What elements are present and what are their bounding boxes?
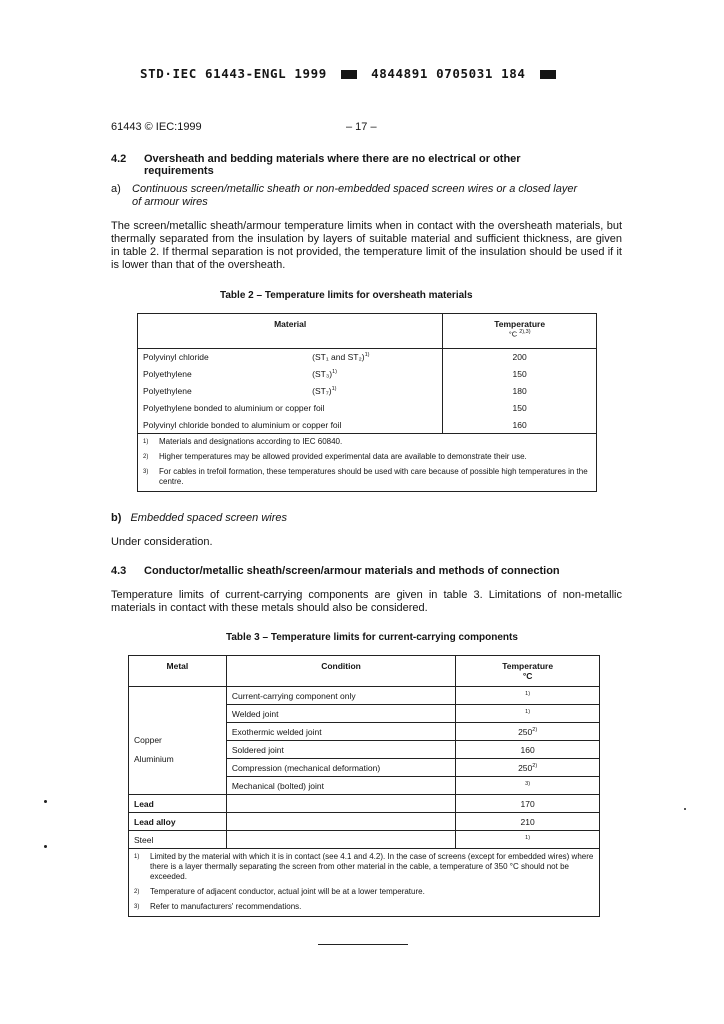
- cell-condition: Compression (mechanical deformation): [226, 759, 455, 777]
- paragraph-4-2: The screen/metallic sheath/armour temperature limits when in contact with the oversheath materials, but thermally separated from the insulation by layers of suitable material and sufficient thickness, are given in table 2. If thermal separation is not provided, the temperature limit of the insulation should be used if it is lower than that of the oversheath.: [111, 220, 622, 271]
- item-a-line: Continuous screen/metallic sheath or non-embedded spaced screen wires or a closed layer: [132, 183, 578, 195]
- table-row: [129, 831, 600, 849]
- item-label: b): [111, 512, 122, 524]
- temperature-value: 170: [520, 798, 535, 809]
- table-3-header-temperature: [456, 656, 600, 687]
- section-number: 4.3: [111, 565, 127, 577]
- section-title-line: Oversheath and bedding materials where there are no electrical or other: [144, 153, 521, 165]
- footnote-text: Materials and designations according to IEC 60840.: [159, 437, 343, 446]
- designation-sup: 1): [364, 352, 370, 359]
- document-code: [140, 66, 562, 81]
- table-row: [138, 366, 597, 383]
- table-row: [138, 383, 597, 400]
- footnote-mark: 3): [134, 904, 140, 910]
- temperature-sup: 1): [525, 690, 531, 697]
- table-3-header-condition: Condition: [226, 656, 455, 687]
- temperature-sup: 2): [532, 726, 538, 733]
- designation-sup: 1): [332, 369, 337, 376]
- header-temperature-label: Temperature: [502, 661, 554, 671]
- footnote-text: Refer to manufacturers' recommendations.: [150, 902, 302, 911]
- cell-temperature: [456, 813, 600, 831]
- cell-temperature: 150: [443, 366, 597, 383]
- table-row: [138, 349, 597, 366]
- cell-condition: Soldered joint: [226, 741, 455, 759]
- cell-metal: Lead alloy: [129, 813, 227, 831]
- table-3-header-metal: Metal: [129, 656, 227, 687]
- item-b-text: Embedded spaced screen wires: [130, 512, 287, 524]
- item-label: a): [111, 183, 121, 195]
- temperature-value: 250: [518, 726, 533, 737]
- item-a: [111, 183, 621, 209]
- table-row: [129, 813, 600, 831]
- cell-metal-group: [129, 687, 227, 795]
- cell-temperature: [456, 831, 600, 849]
- footnote-text: For cables in trefoil formation, these temperatures should be used with care because of possible high temperatures in the centre.: [159, 467, 588, 486]
- header-temperature-label: Temperature: [494, 319, 546, 329]
- cell-condition: Exothermic welded joint: [226, 723, 455, 741]
- temperature-sup: 1): [525, 834, 531, 841]
- designation-sup: 1): [331, 386, 337, 393]
- cell-material: Polyethylene bonded to aluminium or copper foil: [138, 400, 443, 417]
- temperature-sup: 2): [532, 762, 538, 769]
- footnote-text: Higher temperatures may be allowed provided experimental data are available to demonstrate their use.: [159, 452, 527, 461]
- table-row: [138, 417, 597, 434]
- footnote-mark: 1): [134, 854, 140, 860]
- footnote: [143, 452, 591, 462]
- table-2: [137, 313, 597, 492]
- cell-temperature: 150: [443, 400, 597, 417]
- temperature-sup: 3): [525, 780, 531, 787]
- cell-condition: Current-carrying component only: [226, 687, 455, 705]
- redaction-bar: [540, 70, 556, 79]
- cell-temperature: 180: [443, 383, 597, 400]
- table-2-caption: Table 2 – Temperature limits for oversheath materials: [220, 290, 473, 301]
- table-3-caption: Table 3 – Temperature limits for current-carrying components: [226, 632, 518, 643]
- header-temperature-unit: °C: [522, 671, 533, 681]
- cell-material: Polyvinyl chloride: [138, 349, 308, 366]
- temperature-value: 250: [518, 762, 533, 773]
- redaction-bar: [341, 70, 357, 79]
- cell-temperature: [456, 705, 600, 723]
- footnote-text: Temperature of adjacent conductor, actual joint will be at a lower temperature.: [150, 887, 425, 896]
- cell-temperature: [456, 795, 600, 813]
- footnote: [143, 467, 591, 487]
- cell-temperature: 160: [443, 417, 597, 434]
- section-4-3-heading: [111, 565, 631, 577]
- table-3-footnotes: [129, 849, 600, 917]
- page-number: – 17 –: [346, 121, 377, 133]
- section-title: Conductor/metallic sheath/screen/armour materials and methods of connection: [144, 565, 560, 577]
- item-b: [111, 512, 511, 525]
- temperature-sup: 1): [525, 708, 531, 715]
- header-temperature-sup: 2),3): [519, 329, 531, 335]
- footnote: [134, 852, 594, 882]
- table-row: [129, 687, 600, 705]
- footnote: [134, 887, 594, 897]
- cell-temperature: [456, 759, 600, 777]
- cell-condition: [226, 831, 455, 849]
- footnote-mark: 3): [143, 469, 149, 475]
- metal-name: Aluminium: [134, 753, 174, 764]
- section-title-line: requirements: [144, 165, 214, 177]
- footnote-text: Limited by the material with which it is in contact (see 4.1 and 4.2). In the case of screens (except for embedded wires) where there is a layer thermally separating the screen from other material in the cable, a temperature of 350 °C should not be exceeded.: [150, 852, 594, 881]
- cell-temperature: [456, 777, 600, 795]
- footnote-mark: 2): [134, 889, 140, 895]
- cell-metal: Steel: [129, 831, 227, 849]
- cell-metal: Lead: [129, 795, 227, 813]
- table-2-footnotes: [138, 434, 597, 492]
- table-2-header-temperature: [443, 314, 597, 349]
- table-row: [129, 795, 600, 813]
- cell-material: Polyethylene: [138, 383, 308, 400]
- cell-temperature: [456, 741, 600, 759]
- section-number: 4.2: [111, 153, 127, 165]
- footnote: [143, 437, 591, 447]
- cell-designation: [307, 366, 443, 383]
- cell-material: Polyvinyl chloride bonded to aluminium or copper foil: [138, 417, 443, 434]
- footnote-mark: 1): [143, 439, 149, 445]
- cell-condition: Mechanical (bolted) joint: [226, 777, 455, 795]
- cell-temperature: [456, 723, 600, 741]
- scan-speck: [44, 845, 47, 848]
- cell-designation: [307, 349, 443, 366]
- scan-speck: [684, 808, 686, 810]
- cell-designation: [307, 383, 443, 400]
- designation-text: (ST₃): [312, 369, 333, 379]
- under-consideration: Under consideration.: [111, 536, 213, 548]
- cell-condition: [226, 795, 455, 813]
- table-2-header-material: Material: [138, 314, 443, 349]
- cell-temperature: [456, 687, 600, 705]
- temperature-value: 210: [520, 816, 535, 827]
- footnote-mark: 2): [143, 454, 149, 460]
- cell-condition: [226, 813, 455, 831]
- designation-text: (ST₁ and ST₂): [312, 352, 365, 363]
- page-reference: 61443 © IEC:1999: [111, 121, 202, 133]
- document-code-part2: 4844891 0705031 184: [371, 66, 526, 81]
- footnote: [134, 902, 594, 912]
- document-code-part1: STD·IEC 61443-ENGL 1999: [140, 66, 327, 81]
- section-4-2-heading: [111, 153, 611, 177]
- designation-text: (ST₇): [312, 386, 332, 396]
- header-temperature-unit: °C: [508, 329, 518, 339]
- paragraph-4-3: Temperature limits of current-carrying components are given in table 3. Limitations of non-metallic materials in contact with these metals should also be considered.: [111, 589, 622, 614]
- cell-material: Polyethylene: [138, 366, 308, 383]
- table-row: [138, 400, 597, 417]
- item-a-line: of armour wires: [132, 196, 208, 208]
- metal-name: Copper: [134, 734, 162, 745]
- temperature-value: 160: [520, 744, 535, 755]
- table-3: [128, 655, 600, 917]
- cell-condition: Welded joint: [226, 705, 455, 723]
- bottom-rule: [318, 944, 408, 945]
- scan-speck: [44, 800, 47, 803]
- cell-temperature: 200: [443, 349, 597, 366]
